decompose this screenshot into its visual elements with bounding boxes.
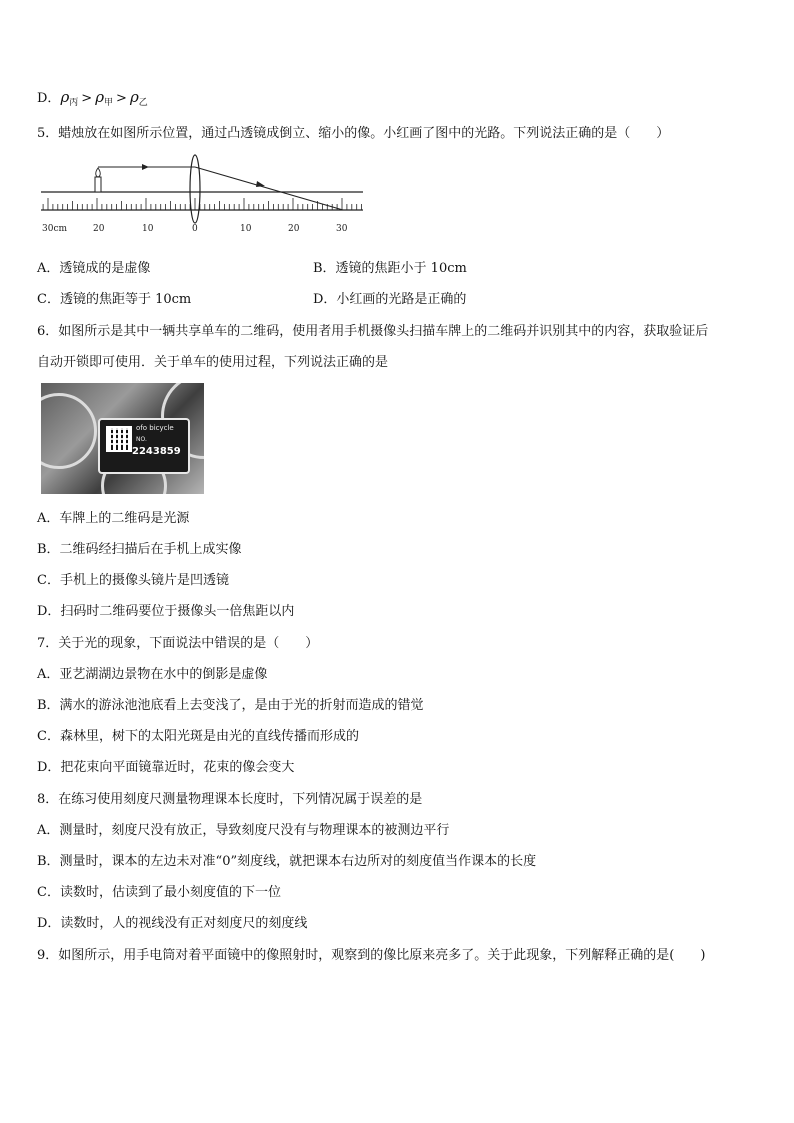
q8-option-c: C．读数时，估读到了最小刻度值的下一位 bbox=[37, 885, 281, 900]
qr-code-pattern bbox=[106, 426, 128, 448]
q5-option-a: A．透镜成的是虚像 bbox=[37, 261, 151, 276]
q8-option-d: D．读数时，人的视线没有正对刻度尺的刻度线 bbox=[37, 916, 308, 931]
ruler-label: 20 bbox=[288, 224, 300, 234]
option-label: D． bbox=[37, 91, 61, 106]
q6-stem-line2: 自动开锁即可使用．关于单车的使用过程，下列说法正确的是 bbox=[37, 355, 389, 370]
subscript-yi: 乙 bbox=[138, 98, 148, 108]
q5-option-b: B．透镜的焦距小于 10cm bbox=[313, 261, 467, 276]
rho-symbol: ρ bbox=[129, 88, 139, 106]
q8-stem: 8．在练习使用刻度尺测量物理课本长度时，下列情况属于误差的是 bbox=[37, 792, 423, 807]
lens-ruler-figure bbox=[38, 152, 368, 238]
q6-option-b: B．二维码经扫描后在手机上成实像 bbox=[37, 542, 242, 557]
q7-option-d: D．把花束向平面镜靠近时，花束的像会变大 bbox=[37, 760, 295, 775]
q7-stem: 7．关于光的现象，下面说法中错误的是（ ） bbox=[37, 636, 319, 651]
candle-body bbox=[95, 177, 101, 192]
license-plate bbox=[98, 418, 190, 474]
ruler-label: 30 bbox=[336, 224, 348, 234]
q9-stem: 9．如图所示，用手电筒对着平面镜中的像照射时，观察到的像比原来亮多了。关于此现象，下列解释正确的是( ) bbox=[37, 948, 706, 963]
ruler-label: 10 bbox=[240, 224, 252, 234]
subscript-jia: 甲 bbox=[104, 98, 114, 108]
q5-option-d: D．小红画的光路是正确的 bbox=[313, 292, 467, 307]
subscript-bing: 丙 bbox=[69, 98, 79, 108]
greater-than: > bbox=[81, 91, 93, 106]
ray-arrow bbox=[256, 181, 265, 187]
q7-option-b: B．满水的游泳池池底看上去变浅了，是由于光的折射而造成的错觉 bbox=[37, 698, 424, 713]
q8-option-b: B．测量时，课本的左边未对准“0”刻度线，就把课本右边所对的刻度值当作课本的长度 bbox=[37, 854, 537, 869]
bike-qr-photo bbox=[41, 383, 204, 494]
light-ray-refracted bbox=[195, 167, 343, 210]
candle-flame bbox=[96, 168, 101, 177]
q7-option-a: A．亚艺湖湖边景物在水中的倒影是虚像 bbox=[37, 667, 268, 682]
ruler-label: 20 bbox=[93, 224, 105, 234]
q6-option-a: A．车牌上的二维码是光源 bbox=[37, 511, 190, 526]
ruler-label: 0 bbox=[192, 224, 198, 234]
ruler-label: 10 bbox=[142, 224, 154, 234]
plate-brand: ofo bicycle bbox=[136, 424, 174, 432]
q7-option-c: C．森林里，树下的太阳光斑是由光的直线传播而形成的 bbox=[37, 729, 359, 744]
convex-lens bbox=[190, 155, 200, 223]
q6-stem-line1: 6．如图所示是其中一辆共享单车的二维码，使用者用手机摄像头扫描车牌上的二维码并识别其中的内容，获取验证后 bbox=[37, 324, 709, 339]
q8-option-a: A．测量时，刻度尺没有放正，导致刻度尺没有与物理课本的被测边平行 bbox=[37, 823, 450, 838]
q4-option-d bbox=[37, 89, 148, 112]
plate-no-label: NO. bbox=[136, 436, 147, 443]
q6-option-d: D．扫码时二维码要位于摄像头一倍焦距以内 bbox=[37, 604, 295, 619]
greater-than: > bbox=[116, 91, 127, 106]
rho-symbol: ρ bbox=[95, 88, 105, 106]
ruler-ticks bbox=[43, 198, 362, 210]
ray-arrow bbox=[142, 164, 149, 170]
rho-symbol: ρ bbox=[60, 88, 70, 106]
q5-option-c: C．透镜的焦距等于 10cm bbox=[37, 292, 192, 307]
ruler-label: 30cm bbox=[42, 224, 68, 234]
plate-number: 2243859 bbox=[132, 446, 181, 457]
wheel-shape bbox=[41, 393, 97, 469]
q5-stem: 5．蜡烛放在如图所示位置，通过凸透镜成倒立、缩小的像。小红画了图中的光路。下列说法正确的是（ ） bbox=[37, 126, 670, 141]
q6-option-c: C．手机上的摄像头镜片是凹透镜 bbox=[37, 573, 229, 588]
